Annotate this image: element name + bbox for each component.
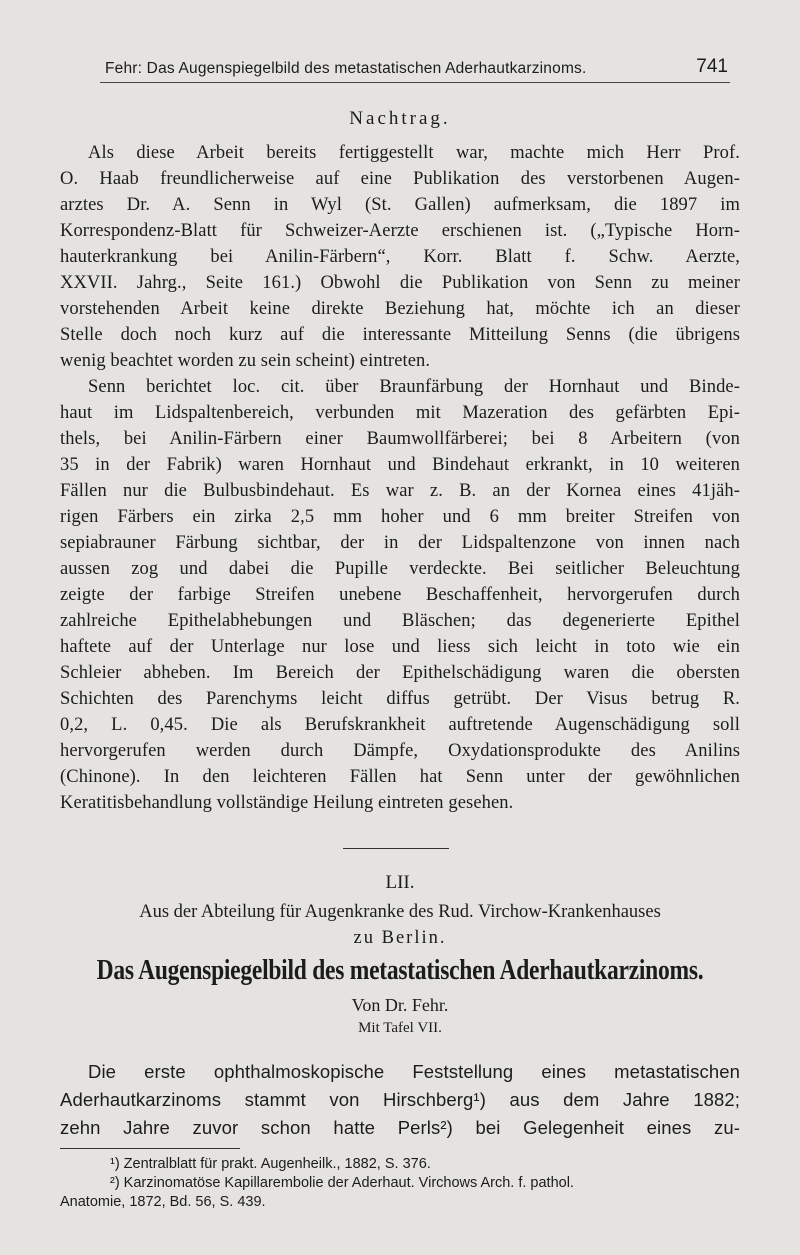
- footnotes: [60, 1155, 740, 1212]
- footnote-continuation: Anatomie, 1872, Bd. 56, S. 439.: [60, 1194, 266, 1210]
- text-line: aussen zog und dabei die Pupille verdeckte. Bei seitlicher Beleuchtung: [60, 559, 740, 579]
- section-divider: [343, 848, 449, 849]
- text-line: Schleier abheben. Im Bereich der Epithelschädigung waren die obersten: [60, 663, 740, 683]
- text-line: Keratitisbehandlung vollständige Heilung eintreten gesehen.: [60, 793, 514, 813]
- text-line: zehn Jahre zuvor schon hatte Perls²) bei Gelegenheit eines zu-: [60, 1117, 740, 1138]
- text-line: wenig beachtet worden zu sein scheint) eintreten.: [60, 351, 431, 371]
- article-affiliation-city: zu Berlin.: [353, 928, 447, 948]
- text-line: Aderhautkarzinoms stammt von Hirschberg¹) aus dem Jahre 1882;: [60, 1089, 740, 1110]
- text-line: haut im Lidspaltenbereich, verbunden mit Mazeration des gefärbten Epi-: [60, 403, 740, 423]
- text-line: arztes Dr. A. Senn in Wyl (St. Gallen) aufmerksam, die 1897 im: [60, 195, 740, 215]
- footnote-divider: [60, 1148, 240, 1149]
- text-line: vorstehenden Arbeit keine direkte Beziehung hat, möchte ich an dieser: [60, 299, 740, 319]
- text-line: hauterkrankung bei Anilin-Färbern“, Korr. Blatt f. Schw. Aerzte,: [60, 247, 740, 267]
- text-line: XXVII. Jahrg., Seite 161.) Obwohl die Publikation von Senn zu meiner: [60, 273, 740, 293]
- text-line: Fällen nur die Bulbusbindehaut. Es war z. B. an der Kornea eines 41jäh-: [60, 481, 740, 501]
- footnote: ¹) Zentralblatt für prakt. Augenheilk., 1882, S. 376.: [110, 1156, 431, 1172]
- text-line: sepiabrauner Färbung sichtbar, der in der Lidspaltenzone von innen nach: [60, 533, 740, 553]
- addendum-text: [60, 140, 740, 816]
- article-body: [60, 1058, 740, 1142]
- text-line: Schichten des Parenchyms leicht diffus getrübt. Der Visus betrug R.: [60, 689, 740, 709]
- text-line: rigen Färbers ein zirka 2,5 mm hoher und 6 mm breiter Streifen von: [60, 507, 740, 527]
- article-affiliation: Aus der Abteilung für Augenkranke des Rud. Virchow-Krankenhauses: [139, 902, 661, 922]
- footnote: ²) Karzinomatöse Kapillarembolie der Aderhaut. Virchows Arch. f. pathol.: [110, 1175, 574, 1191]
- text-line: Als diese Arbeit bereits fertiggestellt war, machte mich Herr Prof.: [88, 143, 740, 163]
- text-line: thels, bei Anilin-Färbern einer Baumwollfärberei; bei 8 Arbeitern (von: [60, 429, 740, 449]
- text-line: 35 in der Fabrik) waren Hornhaut und Bindehaut erkrankt, in 10 weiteren: [60, 455, 740, 475]
- text-line: 0,2, L. 0,45. Die als Berufskrankheit auftretende Augenschädigung soll: [60, 715, 740, 735]
- running-title: Fehr: Das Augenspiegelbild des metastatischen Aderhautkarzinoms.: [105, 60, 587, 77]
- text-line: Senn berichtet loc. cit. über Braunfärbung der Hornhaut und Binde-: [88, 377, 740, 397]
- article-plate: Mit Tafel VII.: [358, 1020, 442, 1036]
- text-line: Stelle doch noch kurz auf die interessante Mitteilung Senns (die übrigens: [60, 325, 740, 345]
- text-line: Korrespondenz-Blatt für Schweizer-Aerzte erschienen ist. („Typische Horn-: [60, 221, 740, 241]
- addendum-heading: Nachtrag.: [349, 108, 451, 129]
- article-number: LII.: [385, 872, 415, 893]
- article-title: Das Augenspiegelbild des metastatischen Aderhautkarzinoms.: [96, 955, 704, 986]
- text-line: hervorgerufen werden durch Dämpfe, Oxydationsprodukte des Anilins: [60, 741, 740, 761]
- page-number: 741: [696, 56, 728, 77]
- text-line: Die erste ophthalmoskopische Feststellung eines metastatischen: [88, 1061, 740, 1082]
- text-line: O. Haab freundlicherweise auf eine Publikation des verstorbenen Augen-: [60, 169, 740, 189]
- text-line: (Chinone). In den leichteren Fällen hat Senn unter der gewöhnlichen: [60, 767, 740, 787]
- article-author: Von Dr. Fehr.: [351, 995, 449, 1015]
- text-line: zahlreiche Epithelabhebungen und Bläschen; das degenerierte Epithel: [60, 611, 740, 631]
- text-line: haftete auf der Unterlage nur lose und liess sich leicht in toto wie ein: [60, 637, 740, 657]
- running-header: [100, 52, 730, 83]
- text-line: zeigte der farbige Streifen unebene Beschaffenheit, hervorgerufen durch: [60, 585, 740, 605]
